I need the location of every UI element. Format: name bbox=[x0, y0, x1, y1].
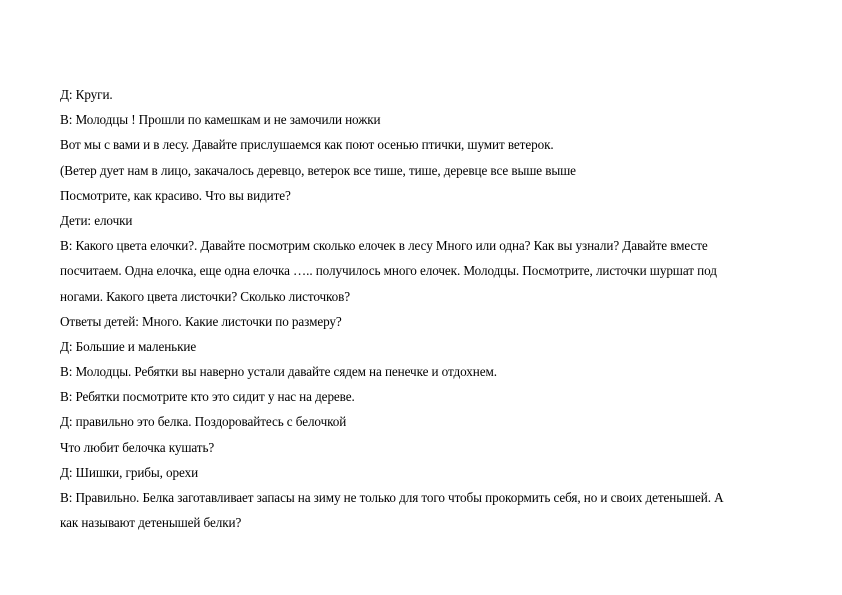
text-line: В: Правильно. Белка заготавливает запасы на зиму не только для того чтобы прокормить себя, но и своих детенышей. А bbox=[60, 490, 724, 505]
text-line: Д: правильно это белка. Поздоровайтесь с белочкой bbox=[60, 414, 347, 430]
text-line: Посмотрите, как красиво. Что вы видите? bbox=[60, 187, 291, 203]
text-line: В: Молодцы. Ребятки вы наверно устали давайте сядем на пенечке и отдохнем. bbox=[60, 364, 497, 380]
text-line: Дети: елочки bbox=[60, 212, 133, 228]
text-line: ногами. Какого цвета листочки? Сколько листочков? bbox=[60, 288, 351, 304]
text-line: Ответы детей: Много. Какие листочки по размеру? bbox=[60, 313, 342, 329]
text-line: В: Молодцы ! Прошли по камешкам и не замочили ножки bbox=[60, 112, 381, 128]
text-line: Д: Круги. bbox=[60, 87, 113, 102]
document-text bbox=[60, 82, 790, 535]
text-line: В: Ребятки посмотрите кто это сидит у нас на дереве. bbox=[60, 389, 355, 405]
text-line: (Ветер дует нам в лицо, закачалось деревцо, ветерок все тише, тише, деревце все выше выше bbox=[60, 162, 576, 178]
text-line: Д: Шишки, грибы, орехи bbox=[60, 464, 199, 480]
text-line: как называют детенышей белки? bbox=[60, 515, 242, 531]
text-line: Что любит белочка кушать? bbox=[60, 439, 215, 455]
text-line: Д: Большие и маленькие bbox=[60, 338, 197, 354]
text-line: посчитаем. Одна елочка, еще одна елочка ….. получилось много елочек. Молодцы. Посмотрите, листочки шуршат под bbox=[60, 263, 717, 279]
text-line: Вот мы с вами и в лесу. Давайте прислушаемся как поют осенью птички, шумит ветерок. bbox=[60, 137, 554, 153]
text-line: В: Какого цвета елочки?. Давайте посмотрим сколько елочек в лесу Много или одна? Как вы узнали? Давайте вместе bbox=[60, 238, 708, 254]
